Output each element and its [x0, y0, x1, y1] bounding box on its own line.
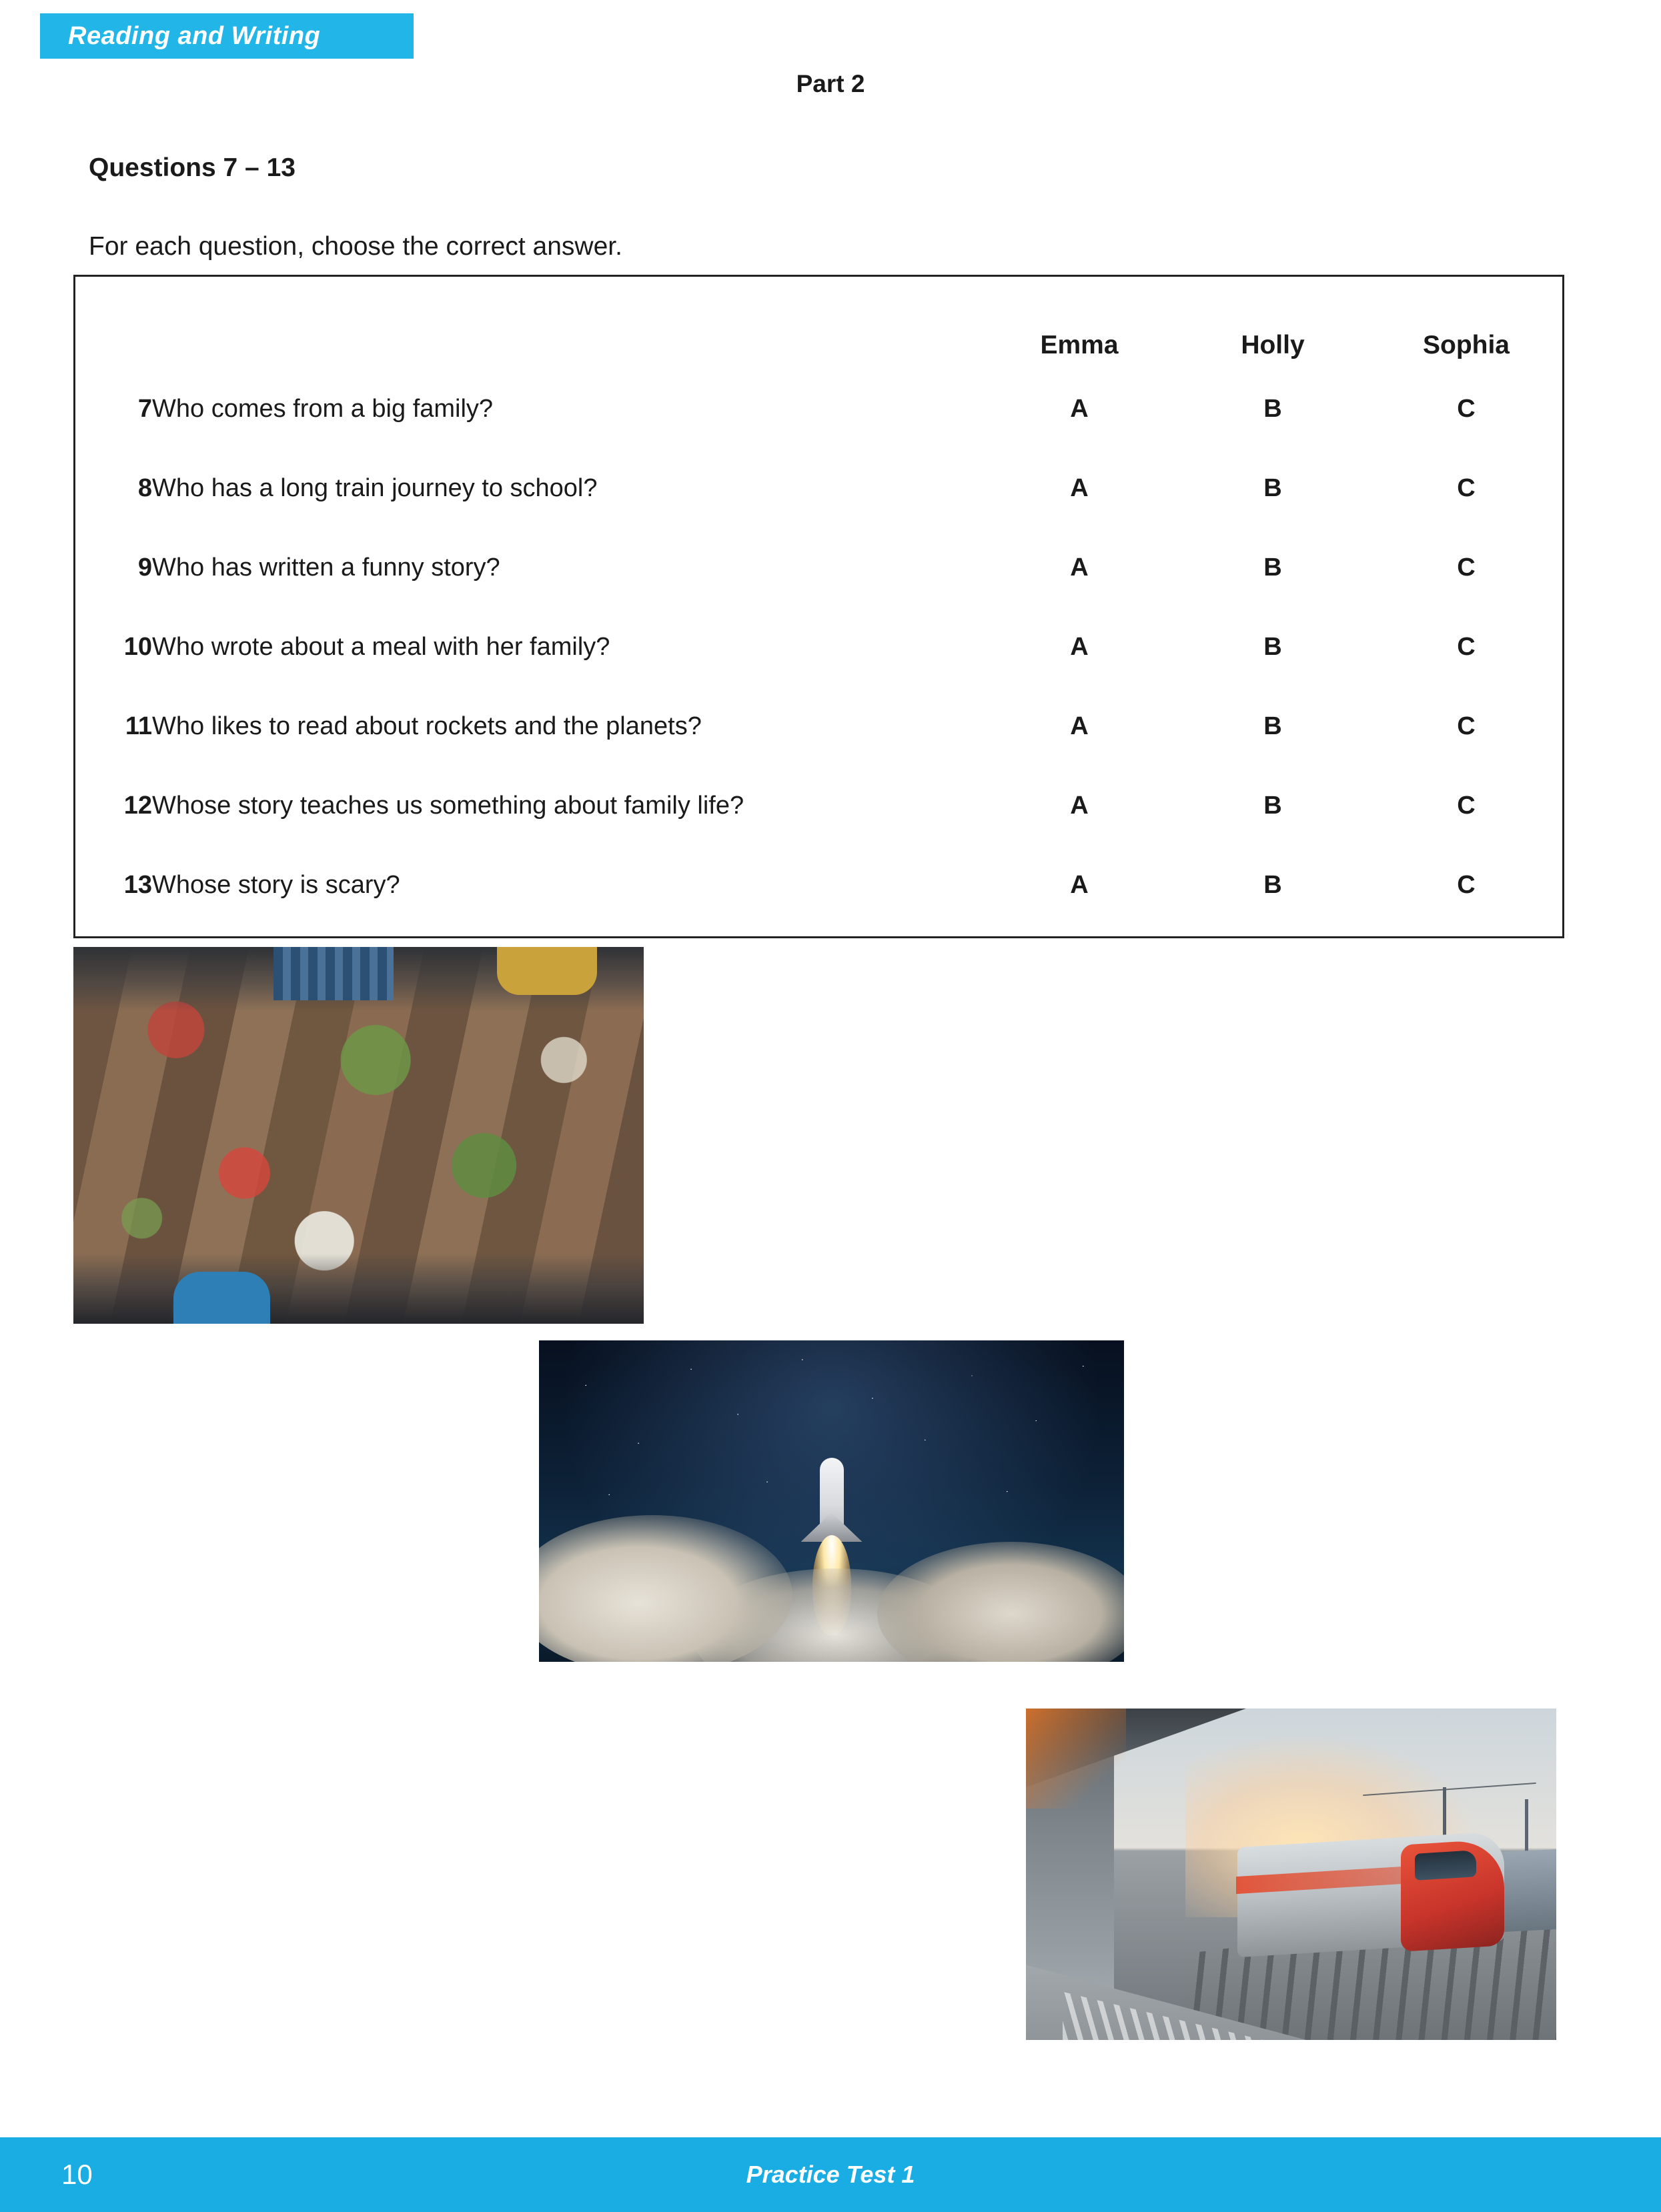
meal-photo-person-plaid — [273, 947, 394, 1000]
meal-photo-bottom-edge — [73, 1254, 644, 1324]
option-a[interactable]: A — [1070, 395, 1089, 423]
table-header-row — [75, 277, 1563, 369]
page-number: 10 — [61, 2159, 93, 2190]
option-a[interactable]: A — [1070, 554, 1089, 582]
option-a[interactable]: A — [1070, 712, 1089, 740]
question-text: Whose story teaches us something about family life? — [152, 792, 744, 820]
train-photo-train-window — [1415, 1850, 1476, 1881]
table-row — [75, 449, 1563, 528]
question-text: Who has written a funny story? — [152, 554, 500, 582]
questions-heading: Questions 7 – 13 — [89, 153, 296, 182]
rocket-photo-cloud-right — [877, 1542, 1124, 1662]
question-text: Who has a long train journey to school? — [152, 474, 598, 502]
option-c[interactable]: C — [1457, 633, 1476, 661]
option-b[interactable]: B — [1263, 474, 1282, 502]
question-number: 7 — [137, 395, 152, 423]
table-row — [75, 608, 1563, 687]
table-row — [75, 528, 1563, 608]
question-text: Who wrote about a meal with her family? — [152, 633, 610, 661]
table-row — [75, 766, 1563, 846]
instruction-text: For each question, choose the correct answer. — [89, 232, 622, 261]
option-c[interactable]: C — [1457, 792, 1476, 820]
header-spacer-text — [152, 277, 983, 369]
question-number: 9 — [137, 554, 152, 582]
option-b[interactable]: B — [1263, 792, 1282, 820]
rocket-photo — [539, 1340, 1124, 1662]
column-header-holly: Holly — [1241, 331, 1305, 359]
rocket-photo-cloud-left — [539, 1515, 792, 1662]
option-b[interactable]: B — [1263, 633, 1282, 661]
option-c[interactable]: C — [1457, 395, 1476, 423]
question-number: 12 — [123, 792, 152, 820]
table-row — [75, 369, 1563, 449]
train-photo-pole-2 — [1525, 1799, 1528, 1854]
option-c[interactable]: C — [1457, 554, 1476, 582]
table-row — [75, 687, 1563, 766]
column-header-emma: Emma — [1040, 331, 1119, 359]
table-row — [75, 846, 1563, 925]
question-number: 11 — [125, 712, 152, 740]
section-tag-banner — [40, 13, 414, 59]
meal-photo-person-yellow — [497, 947, 597, 995]
question-text: Who comes from a big family? — [152, 395, 494, 423]
option-a[interactable]: A — [1070, 871, 1089, 899]
question-text: Who likes to read about rockets and the planets? — [152, 712, 702, 740]
option-b[interactable]: B — [1263, 395, 1282, 423]
question-number: 8 — [137, 474, 152, 502]
question-text: Whose story is scary? — [152, 871, 400, 899]
train-photo — [1026, 1709, 1556, 2040]
column-header-sophia: Sophia — [1422, 331, 1510, 359]
header-spacer-num — [75, 277, 152, 369]
option-c[interactable]: C — [1457, 474, 1476, 502]
option-c[interactable]: C — [1457, 712, 1476, 740]
option-a[interactable]: A — [1070, 792, 1089, 820]
section-tag-label: Reading and Writing — [68, 21, 321, 50]
page-footer — [0, 2137, 1661, 2212]
train-photo-light-beam — [1026, 1709, 1126, 1809]
meal-photo — [73, 947, 644, 1324]
part-title: Part 2 — [796, 70, 865, 97]
option-b[interactable]: B — [1263, 712, 1282, 740]
option-a[interactable]: A — [1070, 474, 1089, 502]
footer-title: Practice Test 1 — [746, 2161, 915, 2188]
question-number: 10 — [123, 633, 152, 661]
option-a[interactable]: A — [1070, 633, 1089, 661]
option-b[interactable]: B — [1263, 554, 1282, 582]
meal-photo-person-blue — [173, 1272, 270, 1324]
question-number: 13 — [123, 871, 152, 899]
questions-table-box — [73, 275, 1564, 938]
option-b[interactable]: B — [1263, 871, 1282, 899]
option-c[interactable]: C — [1457, 871, 1476, 899]
questions-table — [75, 277, 1563, 925]
